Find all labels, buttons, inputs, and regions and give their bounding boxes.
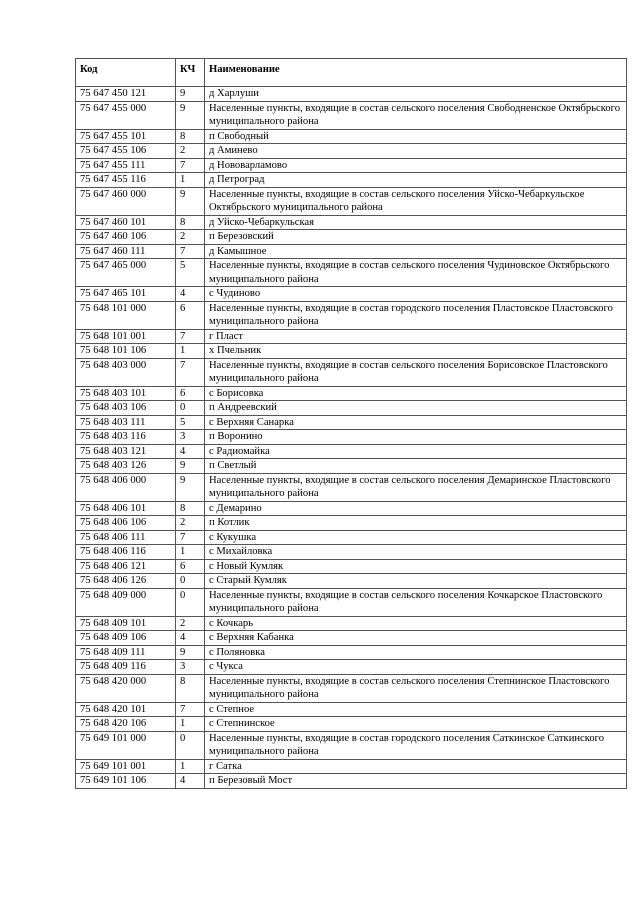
cell-code: 75 647 460 000	[76, 187, 176, 215]
table-row	[76, 173, 627, 188]
table-row	[76, 516, 627, 531]
document-page	[75, 58, 626, 789]
cell-kch: 3	[176, 660, 205, 675]
cell-code: 75 648 409 000	[76, 588, 176, 616]
header-kch: КЧ	[176, 59, 205, 87]
cell-kch: 9	[176, 101, 205, 129]
cell-name: х Пчельник	[205, 344, 627, 359]
cell-kch: 6	[176, 301, 205, 329]
table-row	[76, 344, 627, 359]
table-row	[76, 158, 627, 173]
cell-name: с Борисовка	[205, 386, 627, 401]
table-row	[76, 187, 627, 215]
table-row	[76, 329, 627, 344]
cell-name: с Радиомайка	[205, 444, 627, 459]
cell-code: 75 648 409 116	[76, 660, 176, 675]
cell-kch: 5	[176, 415, 205, 430]
cell-kch: 9	[176, 645, 205, 660]
cell-code: 75 648 406 106	[76, 516, 176, 531]
cell-code: 75 647 460 101	[76, 215, 176, 230]
table-row	[76, 774, 627, 789]
cell-code: 75 647 460 111	[76, 244, 176, 259]
cell-name: с Михайловка	[205, 545, 627, 560]
cell-name: д Уйско-Чебаркульская	[205, 215, 627, 230]
cell-code: 75 648 101 000	[76, 301, 176, 329]
table-row	[76, 645, 627, 660]
cell-kch: 1	[176, 344, 205, 359]
table-row	[76, 244, 627, 259]
cell-kch: 9	[176, 187, 205, 215]
cell-kch: 2	[176, 616, 205, 631]
cell-kch: 1	[176, 545, 205, 560]
cell-kch: 9	[176, 459, 205, 474]
cell-name: г Сатка	[205, 759, 627, 774]
table-row	[76, 559, 627, 574]
cell-code: 75 649 101 106	[76, 774, 176, 789]
cell-code: 75 647 455 101	[76, 129, 176, 144]
cell-code: 75 648 409 106	[76, 631, 176, 646]
header-code: Код	[76, 59, 176, 87]
cell-kch: 5	[176, 259, 205, 287]
cell-code: 75 648 101 106	[76, 344, 176, 359]
cell-name: с Чукса	[205, 660, 627, 675]
cell-name: Населенные пункты, входящие в состав сельского поселения Демаринское Пластовского муниципального района	[205, 473, 627, 501]
cell-kch: 8	[176, 501, 205, 516]
table-row	[76, 588, 627, 616]
cell-name: с Степнинское	[205, 717, 627, 732]
cell-code: 75 647 455 106	[76, 144, 176, 159]
cell-name: с Старый Кумляк	[205, 574, 627, 589]
table-row	[76, 87, 627, 102]
cell-kch: 7	[176, 329, 205, 344]
cell-name: п Воронино	[205, 430, 627, 445]
cell-code: 75 648 406 121	[76, 559, 176, 574]
table-row	[76, 660, 627, 675]
cell-code: 75 648 403 101	[76, 386, 176, 401]
table-header-row	[76, 59, 627, 87]
cell-code: 75 647 465 000	[76, 259, 176, 287]
cell-kch: 4	[176, 444, 205, 459]
cell-name: п Светлый	[205, 459, 627, 474]
table-row	[76, 287, 627, 302]
cell-code: 75 648 403 000	[76, 358, 176, 386]
cell-kch: 1	[176, 173, 205, 188]
cell-kch: 9	[176, 87, 205, 102]
table-row	[76, 386, 627, 401]
table-row	[76, 545, 627, 560]
table-row	[76, 215, 627, 230]
cell-kch: 0	[176, 574, 205, 589]
table-row	[76, 415, 627, 430]
table-row	[76, 674, 627, 702]
cell-code: 75 648 409 111	[76, 645, 176, 660]
table-row	[76, 301, 627, 329]
cell-kch: 7	[176, 358, 205, 386]
cell-name: с Кочкарь	[205, 616, 627, 631]
table-body	[76, 87, 627, 789]
table-row	[76, 501, 627, 516]
okato-table	[75, 58, 627, 789]
table-row	[76, 459, 627, 474]
cell-kch: 0	[176, 731, 205, 759]
table-row	[76, 401, 627, 416]
cell-code: 75 648 406 126	[76, 574, 176, 589]
cell-code: 75 648 409 101	[76, 616, 176, 631]
cell-kch: 1	[176, 717, 205, 732]
cell-kch: 3	[176, 430, 205, 445]
cell-code: 75 648 403 121	[76, 444, 176, 459]
cell-kch: 1	[176, 759, 205, 774]
cell-kch: 0	[176, 401, 205, 416]
cell-code: 75 648 406 116	[76, 545, 176, 560]
cell-name: Населенные пункты, входящие в состав городского поселения Пластовское Пластовского муниципального района	[205, 301, 627, 329]
cell-code: 75 648 406 000	[76, 473, 176, 501]
cell-name: Населенные пункты, входящие в состав сельского поселения Свободненское Октябрьского муниципального района	[205, 101, 627, 129]
cell-name: с Верхняя Кабанка	[205, 631, 627, 646]
table-row	[76, 473, 627, 501]
table-row	[76, 717, 627, 732]
cell-code: 75 649 101 001	[76, 759, 176, 774]
cell-code: 75 649 101 000	[76, 731, 176, 759]
table-row	[76, 631, 627, 646]
cell-name: д Аминево	[205, 144, 627, 159]
cell-code: 75 647 465 101	[76, 287, 176, 302]
cell-kch: 8	[176, 674, 205, 702]
table-row	[76, 230, 627, 245]
cell-name: с Демарино	[205, 501, 627, 516]
cell-name: с Степное	[205, 702, 627, 717]
table-row	[76, 430, 627, 445]
cell-name: п Андреевский	[205, 401, 627, 416]
cell-name: д Харлуши	[205, 87, 627, 102]
cell-name: п Березовский	[205, 230, 627, 245]
cell-code: 75 648 403 106	[76, 401, 176, 416]
table-row	[76, 144, 627, 159]
cell-kch: 8	[176, 129, 205, 144]
cell-kch: 4	[176, 774, 205, 789]
cell-name: д Нововарламово	[205, 158, 627, 173]
cell-kch: 2	[176, 230, 205, 245]
cell-name: п Котлик	[205, 516, 627, 531]
cell-name: Населенные пункты, входящие в состав сельского поселения Степнинское Пластовского муниципального района	[205, 674, 627, 702]
cell-kch: 2	[176, 144, 205, 159]
cell-name: д Петроград	[205, 173, 627, 188]
table-row	[76, 444, 627, 459]
cell-kch: 7	[176, 244, 205, 259]
cell-kch: 7	[176, 530, 205, 545]
cell-name: с Кукушка	[205, 530, 627, 545]
cell-code: 75 647 455 000	[76, 101, 176, 129]
cell-kch: 2	[176, 516, 205, 531]
cell-code: 75 647 455 116	[76, 173, 176, 188]
cell-code: 75 647 460 106	[76, 230, 176, 245]
table-row	[76, 530, 627, 545]
cell-name: г Пласт	[205, 329, 627, 344]
cell-name: Населенные пункты, входящие в состав сельского поселения Уйско-Чебаркульское Октябрьского муниципального района	[205, 187, 627, 215]
cell-code: 75 648 403 111	[76, 415, 176, 430]
cell-code: 75 648 403 116	[76, 430, 176, 445]
cell-name: с Чудиново	[205, 287, 627, 302]
table-row	[76, 129, 627, 144]
cell-code: 75 648 420 106	[76, 717, 176, 732]
table-row	[76, 702, 627, 717]
cell-code: 75 647 455 111	[76, 158, 176, 173]
cell-kch: 7	[176, 158, 205, 173]
table-row	[76, 574, 627, 589]
cell-code: 75 648 406 111	[76, 530, 176, 545]
cell-name: с Поляновка	[205, 645, 627, 660]
table-row	[76, 759, 627, 774]
cell-kch: 4	[176, 287, 205, 302]
table-row	[76, 259, 627, 287]
cell-kch: 4	[176, 631, 205, 646]
cell-name: п Свободный	[205, 129, 627, 144]
cell-kch: 6	[176, 386, 205, 401]
cell-name: п Березовый Мост	[205, 774, 627, 789]
cell-code: 75 648 420 101	[76, 702, 176, 717]
table-row	[76, 616, 627, 631]
cell-kch: 7	[176, 702, 205, 717]
cell-name: с Новый Кумляк	[205, 559, 627, 574]
cell-kch: 0	[176, 588, 205, 616]
cell-code: 75 647 450 121	[76, 87, 176, 102]
cell-kch: 6	[176, 559, 205, 574]
header-name: Наименование	[205, 59, 627, 87]
cell-code: 75 648 406 101	[76, 501, 176, 516]
cell-name: Населенные пункты, входящие в состав городского поселения Саткинское Саткинского муниципального района	[205, 731, 627, 759]
cell-name: Населенные пункты, входящие в состав сельского поселения Борисовское Пластовского муниципального района	[205, 358, 627, 386]
cell-name: Населенные пункты, входящие в состав сельского поселения Чудиновское Октябрьского муниципального района	[205, 259, 627, 287]
cell-code: 75 648 420 000	[76, 674, 176, 702]
cell-name: с Верхняя Санарка	[205, 415, 627, 430]
cell-code: 75 648 101 001	[76, 329, 176, 344]
table-row	[76, 101, 627, 129]
cell-name: д Камышное	[205, 244, 627, 259]
cell-kch: 9	[176, 473, 205, 501]
cell-kch: 8	[176, 215, 205, 230]
cell-code: 75 648 403 126	[76, 459, 176, 474]
table-row	[76, 731, 627, 759]
cell-name: Населенные пункты, входящие в состав сельского поселения Кочкарское Пластовского муниципального района	[205, 588, 627, 616]
table-row	[76, 358, 627, 386]
